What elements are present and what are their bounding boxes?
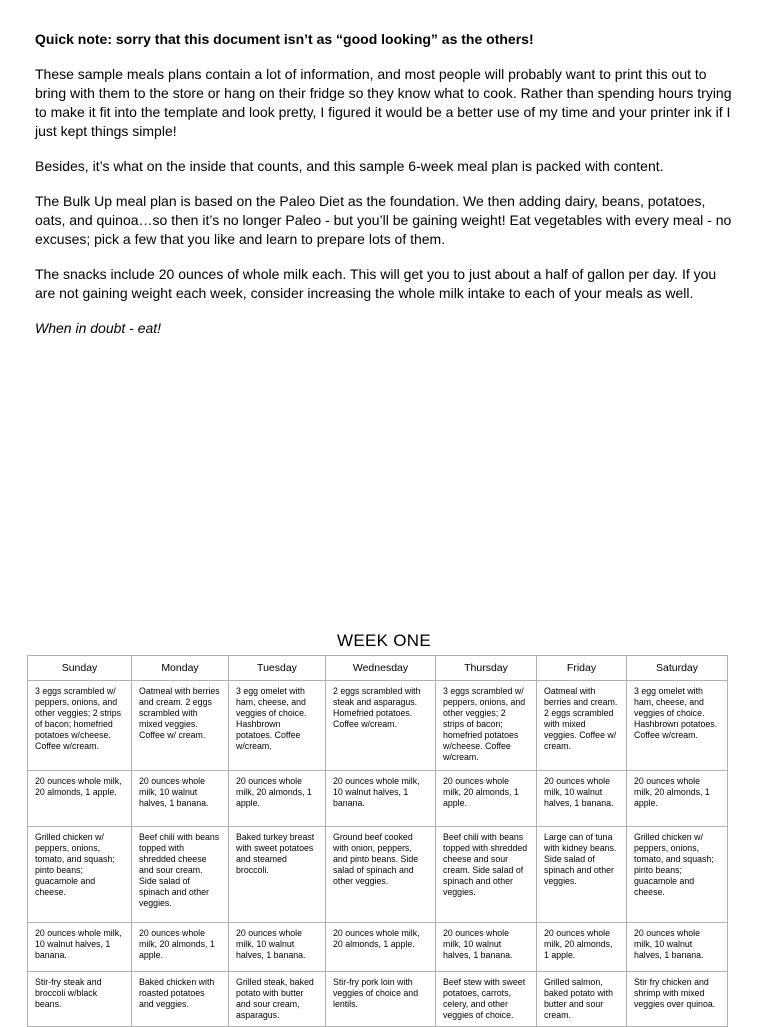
table-row [28,923,728,972]
meal-cell: 20 ounces whole milk, 20 almonds, 1 apple. [537,923,627,972]
meal-cell: 20 ounces whole milk, 10 walnut halves, 1 banana. [627,923,728,972]
day-header: Wednesday [326,656,436,681]
intro-paragraph-content: Besides, it’s what on the inside that counts, and this sample 6-week meal plan is packed with content. [35,158,664,174]
meal-cell: 20 ounces whole milk, 10 walnut halves, 1 banana. [28,923,132,972]
meal-cell: Beef stew with sweet potatoes, carrots, celery, and other veggies of choice. [436,972,537,1027]
meal-cell: Grilled chicken w/ peppers, onions, tomato, and squash; pinto beans; guacamole and cheese. [627,827,728,923]
meal-cell: Stir fry chicken and shrimp with mixed veggies over quinoa. [627,972,728,1027]
meal-cell: Stir-fry pork loin with veggies of choice and lentils. [326,972,436,1027]
table-row [28,827,728,923]
table-row [28,972,728,1027]
week-title: WEEK ONE [336,631,432,650]
intro-paragraph-printing: These sample meals plans contain a lot of information, and most people will probably want to print this out to bring with them to the store or hang on their fridge so they know what to cook. Rather than spending hours trying to make it fit into the template and look pretty, I figured it would be a better use of my time and your printer ink if I just kept things simple! [35,66,732,139]
table-row [28,681,728,771]
meal-cell: Oatmeal with berries and cream. 2 eggs scrambled with mixed veggies. Coffee w/ cream. [132,681,229,771]
meal-cell: 20 ounces whole milk, 10 walnut halves, 1 banana. [326,771,436,827]
meal-cell: 3 egg omelet with ham, cheese, and veggies of choice. Hashbrown potatoes. Coffee w/cream. [627,681,728,771]
intro-paragraph-snacks: The snacks include 20 ounces of whole milk each. This will get you to just about a half of gallon per day. If you are not gaining weight each week, consider increasing the whole milk intake to each of your meals as well. [35,266,717,301]
meal-cell: 20 ounces whole milk, 20 almonds, 1 apple. [132,923,229,972]
meal-cell: 20 ounces whole milk, 20 almonds, 1 apple. [28,771,132,827]
meal-cell: 3 egg omelet with ham, cheese, and veggies of choice. Hashbrown potatoes. Coffee w/cream. [229,681,326,771]
meal-cell: 20 ounces whole milk, 10 walnut halves, 1 banana. [229,923,326,972]
intro-section [35,30,735,354]
meal-cell: Baked chicken with roasted potatoes and veggies. [132,972,229,1027]
meal-cell: 3 eggs scrambled w/ peppers, onions, and other veggies; 2 strips of bacon; homefried potatoes w/cheese. Coffee w/cream. [436,681,537,771]
meal-cell: Grilled chicken w/ peppers, onions, tomato, and squash; pinto beans; guacamole and cheese. [28,827,132,923]
meal-cell: 20 ounces whole milk, 20 almonds, 1 apple. [326,923,436,972]
meal-cell: 2 eggs scrambled with steak and asparagus. Homefried potatoes. Coffee w/cream. [326,681,436,771]
meal-cell: 20 ounces whole milk, 20 almonds, 1 apple. [436,771,537,827]
day-header: Sunday [28,656,132,681]
intro-paragraph-foundation: The Bulk Up meal plan is based on the Paleo Diet as the foundation. We then adding dairy, beans, potatoes, oats, and quinoa…so then it’s no longer Paleo - but you’ll be gaining weight! Eat vegetables with every meal - no excuses; pick a few that you like and learn to prepare lots of them. [35,193,732,247]
day-header: Monday [132,656,229,681]
meal-cell: Grilled steak, baked potato with butter and sour cream, asparagus. [229,972,326,1027]
meal-cell: 3 eggs scrambled w/ peppers, onions, and other veggies; 2 strips of bacon; homefried potatoes w/cheese. Coffee w/cream. [28,681,132,771]
meal-cell: Beef chili with beans topped with shredded cheese and sour cream. Side salad of spinach and other veggies. [132,827,229,923]
meal-cell: 20 ounces whole milk, 10 walnut halves, 1 banana. [132,771,229,827]
meal-cell: Stir-fry steak and broccoli w/black beans. [28,972,132,1027]
intro-closing: When in doubt - eat! [35,320,162,336]
meal-cell: 20 ounces whole milk, 10 walnut halves, 1 banana. [537,771,627,827]
meal-cell: Large can of tuna with kidney beans. Side salad of spinach and other veggies. [537,827,627,923]
meal-cell: Ground beef cooked with onion, peppers, and pinto beans. Side salad of spinach and other veggies. [326,827,436,923]
day-header: Thursday [436,656,537,681]
day-header: Friday [537,656,627,681]
table-row [28,771,728,827]
meal-cell: Baked turkey breast with sweet potatoes and steamed broccoli. [229,827,326,923]
meal-plan-table [27,655,728,1027]
day-header-row [28,656,728,681]
meal-cell: Oatmeal with berries and cream. 2 eggs scrambled with mixed veggies. Coffee w/ cream. [537,681,627,771]
meal-cell: 20 ounces whole milk, 10 walnut halves, 1 banana. [436,923,537,972]
day-header: Tuesday [229,656,326,681]
meal-cell: 20 ounces whole milk, 20 almonds, 1 apple. [229,771,326,827]
meal-cell: Grilled salmon, baked potato with butter and sour cream. [537,972,627,1027]
meal-cell: 20 ounces whole milk, 20 almonds, 1 apple. [627,771,728,827]
meal-cell: Beef chili with beans topped with shredded cheese and sour cream. Side salad of spinach and other veggies. [436,827,537,923]
day-header: Saturday [627,656,728,681]
quick-note: Quick note: sorry that this document isn’t as “good looking” as the others! [35,31,534,47]
